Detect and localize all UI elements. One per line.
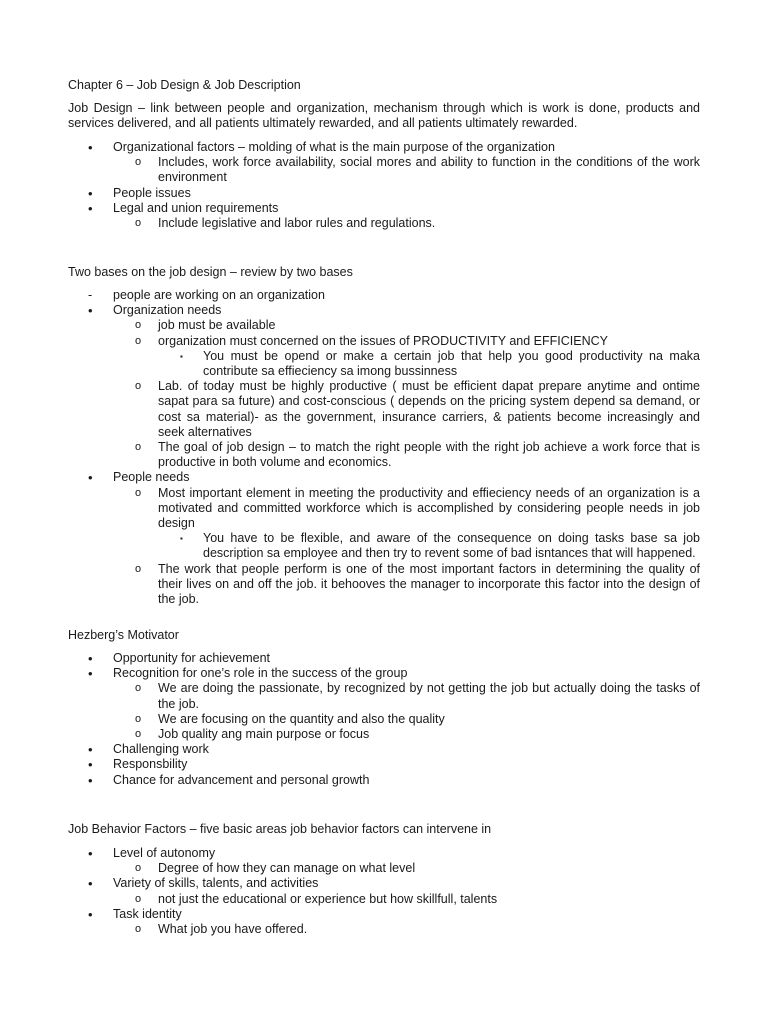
list-item-text: Task identity <box>113 906 182 921</box>
list-item <box>68 757 700 772</box>
list-item-text: You must be opend or make a certain job that help you good productivity na maka contribute sa effieciency sa imong bussinness <box>203 348 700 379</box>
list-item <box>68 140 700 155</box>
bullet-marker: o <box>135 441 142 454</box>
list-item <box>68 742 700 757</box>
bullet-marker: • <box>88 470 93 486</box>
bullet-marker: • <box>88 906 93 922</box>
list-item <box>68 681 700 711</box>
bullet-marker: o <box>135 923 142 936</box>
bullet-marker: o <box>135 334 142 347</box>
bullet-marker: ▪ <box>180 351 183 361</box>
list-item <box>68 651 700 666</box>
list-item <box>68 303 700 318</box>
list-item <box>68 562 700 608</box>
bullet-marker: o <box>135 319 142 332</box>
bullet-marker: o <box>135 156 142 169</box>
list-item <box>68 531 700 561</box>
bullet-marker: • <box>88 140 93 155</box>
list <box>68 846 700 937</box>
bullet-marker: • <box>88 651 93 666</box>
list-item-text: Recognition for one’s role in the success of the group <box>113 666 408 681</box>
bullet-marker: o <box>135 682 142 695</box>
list-item-text: People issues <box>113 185 191 200</box>
intro-paragraph: Job Design – link between people and organization, mechanism through which is work is done, products and services delivered, and all patients ultimately rewarded, and all patients ultimately rewarded. <box>68 101 700 131</box>
bullet-marker: ▪ <box>180 534 183 544</box>
list-item-text: We are doing the passionate, by recognized by not getting the job but actually doing the tasks of the job. <box>158 681 700 711</box>
bullet-marker: o <box>135 486 142 499</box>
list-item-text: Legal and union requirements <box>113 200 279 215</box>
section-heading: Two bases on the job design – review by two bases <box>68 265 353 279</box>
list-item-text: Degree of how they can manage on what level <box>158 861 416 876</box>
list-item <box>68 907 700 922</box>
section-heading: Hezberg’s Motivator <box>68 628 179 642</box>
list-item-text: people are working on an organization <box>113 288 325 302</box>
list-item-text: Organizational factors – molding of what is the main purpose of the organization <box>113 140 555 154</box>
list-item <box>68 186 700 201</box>
list-item-text: What job you have offered. <box>158 922 308 937</box>
list <box>68 651 700 788</box>
list-item-text: Responsbility <box>113 757 188 772</box>
bullet-marker: • <box>88 185 93 201</box>
bullet-marker: o <box>135 892 142 905</box>
bullet-marker: • <box>88 772 93 788</box>
bullet-marker: o <box>135 728 142 741</box>
bullet-marker: • <box>88 757 93 773</box>
bullet-marker: o <box>135 712 142 725</box>
list-item <box>68 727 700 742</box>
list-item <box>68 155 700 185</box>
list-item-text: job must be available <box>158 318 276 333</box>
list-item-text: Organization needs <box>113 303 222 318</box>
list-item <box>68 318 700 333</box>
list-item <box>68 216 700 231</box>
bullet-marker: • <box>88 303 93 319</box>
list-item <box>68 922 700 937</box>
bullet-marker: o <box>135 562 142 575</box>
list-item-text: We are focusing on the quantity and also the quality <box>158 711 445 726</box>
bullet-marker: • <box>88 846 93 861</box>
chapter-title: Chapter 6 – Job Design & Job Description <box>68 78 301 92</box>
list-item <box>68 846 700 861</box>
list-item-text: Most important element in meeting the productivity and effieciency needs of an organization is a motivated and committed workforce which is accomplished by considering people needs in job design <box>158 485 700 531</box>
bullet-marker: o <box>135 380 142 393</box>
bullet-marker: • <box>88 200 93 216</box>
list-item <box>68 892 700 907</box>
list-item <box>68 440 700 470</box>
list-item <box>68 666 700 681</box>
list-item-text: Lab. of today must be highly productive ( must be efficient dapat prepare anytime and ontime sapat para sa future) and cost-conscious ( depends on the pricing system depend sa demand, or cost sa material)- as the government, insurance carriers, & patients become increasingly and seek alternatives <box>158 379 700 439</box>
list-item <box>68 201 700 216</box>
list-item-text: Job quality ang main purpose or focus <box>158 727 370 742</box>
bullet-marker: - <box>88 288 93 302</box>
list-item <box>68 712 700 727</box>
bullet-marker: • <box>88 876 93 892</box>
list-item <box>68 349 700 379</box>
list-item <box>68 486 700 532</box>
list-item <box>68 470 700 485</box>
list-item-text: Level of autonomy <box>113 846 216 860</box>
list-item-text: You have to be flexible, and aware of the consequence on doing tasks base sa job description sa employee and then try to revent some of bad isntances that will happened. <box>203 531 700 561</box>
list-item <box>68 379 700 440</box>
list-item <box>68 861 700 876</box>
list-item <box>68 773 700 788</box>
list-item-text: People needs <box>113 470 190 485</box>
bullet-marker: • <box>88 742 93 758</box>
bullet-marker: o <box>135 862 142 875</box>
bullet-marker: • <box>88 666 93 682</box>
list-item <box>68 334 700 349</box>
list-item-text: Variety of skills, talents, and activities <box>113 876 319 891</box>
list-item-text: organization must concerned on the issues of PRODUCTIVITY and EFFICIENCY <box>158 333 608 348</box>
list <box>68 140 700 231</box>
section-heading: Job Behavior Factors – five basic areas job behavior factors can intervene in <box>68 822 492 836</box>
list <box>68 288 700 607</box>
list-item-text: not just the educational or experience but how skillfull, talents <box>158 891 498 906</box>
list-item <box>68 288 700 303</box>
list-item-text: Include legislative and labor rules and regulations. <box>158 216 436 231</box>
list-item-text: Challenging work <box>113 742 209 757</box>
list-item-text: Includes, work force availability, social mores and ability to function in the conditions of the work environment <box>158 155 700 185</box>
list-item-text: Chance for advancement and personal growth <box>113 772 370 787</box>
list-item-text: The goal of job design – to match the right people with the right job achieve a work force that is productive in both volume and economics. <box>158 440 700 470</box>
bullet-marker: o <box>135 217 142 230</box>
list-item-text: Opportunity for achievement <box>113 651 271 665</box>
list-item-text: The work that people perform is one of the most important factors in determining the quality of their lives on and off the job. it behooves the manager to incorporate this factor into the design of the job. <box>158 561 700 607</box>
list-item <box>68 876 700 891</box>
